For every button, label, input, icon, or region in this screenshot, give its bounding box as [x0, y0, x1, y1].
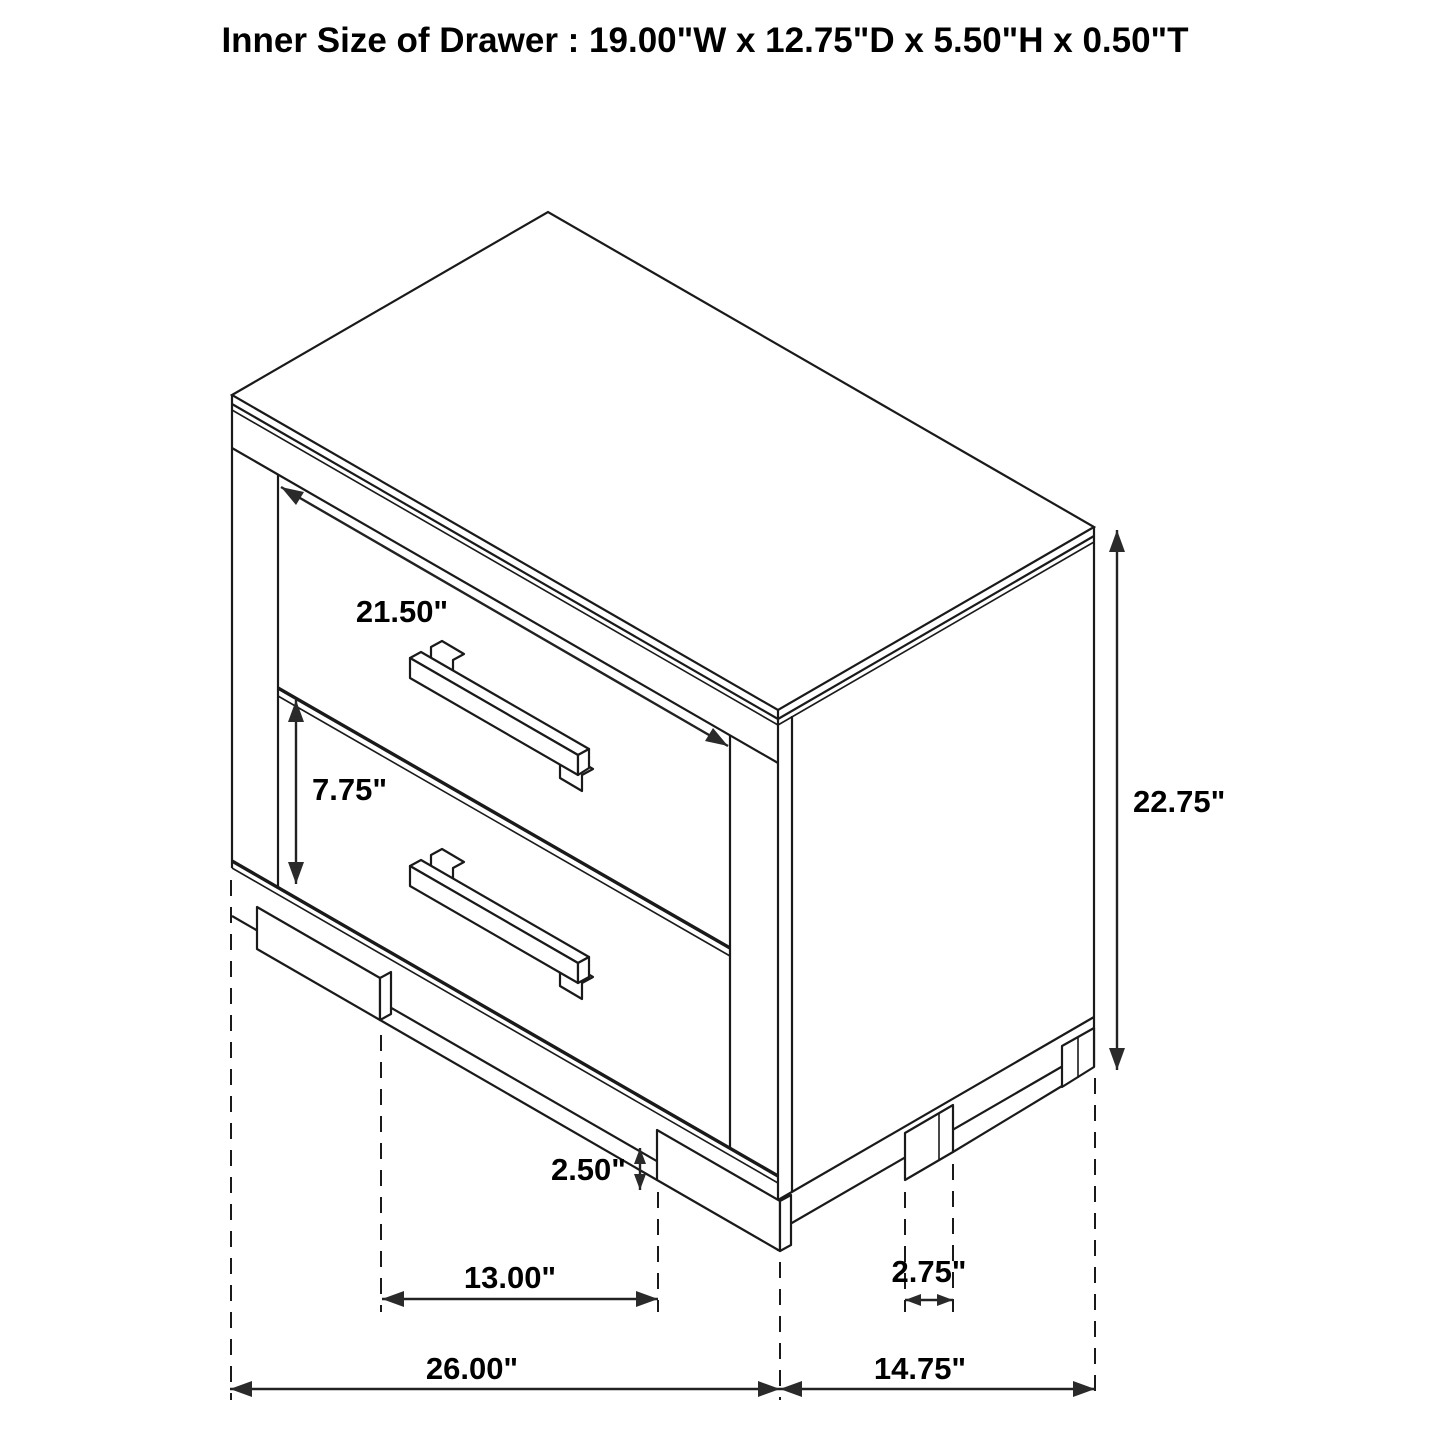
diagram-title: Inner Size of Drawer : 19.00"W x 12.75"D x 5.50"H x 0.50"T [221, 21, 1189, 60]
dimension-label: 14.75" [873, 1351, 967, 1386]
handle-bar-end [578, 957, 589, 983]
dimension-label: 2.75" [891, 1254, 967, 1289]
arrowhead [636, 1291, 658, 1307]
dimension-label: 13.00" [463, 1260, 557, 1295]
dimension-foot-width [891, 1254, 966, 1306]
front-right-foot-side [780, 1195, 791, 1251]
front-left-foot-side [380, 972, 391, 1020]
dimension-label: 21.50" [355, 594, 449, 629]
nightstand-drawing [232, 212, 1094, 1251]
arrowhead [758, 1381, 780, 1397]
arrowhead [634, 1174, 646, 1190]
arrowhead [780, 1381, 802, 1397]
dimension-label: 7.75" [312, 772, 388, 807]
dimension-label: 2.50" [550, 1152, 626, 1187]
arrowhead [230, 1381, 252, 1397]
arrowhead [1073, 1381, 1095, 1397]
dimension-overall-height [1109, 530, 1225, 1070]
dimension-leg-span [382, 1260, 658, 1307]
dimension-label: 22.75" [1133, 784, 1226, 819]
arrowhead [905, 1294, 921, 1306]
arrowhead [937, 1294, 953, 1306]
dimension-overall-width [230, 1351, 780, 1397]
dimension-overall-depth [780, 1351, 1095, 1397]
arrowhead [1109, 530, 1125, 552]
arrowhead [382, 1291, 404, 1307]
dimension-label: 26.00" [425, 1351, 519, 1386]
arrowhead [1109, 1048, 1125, 1070]
